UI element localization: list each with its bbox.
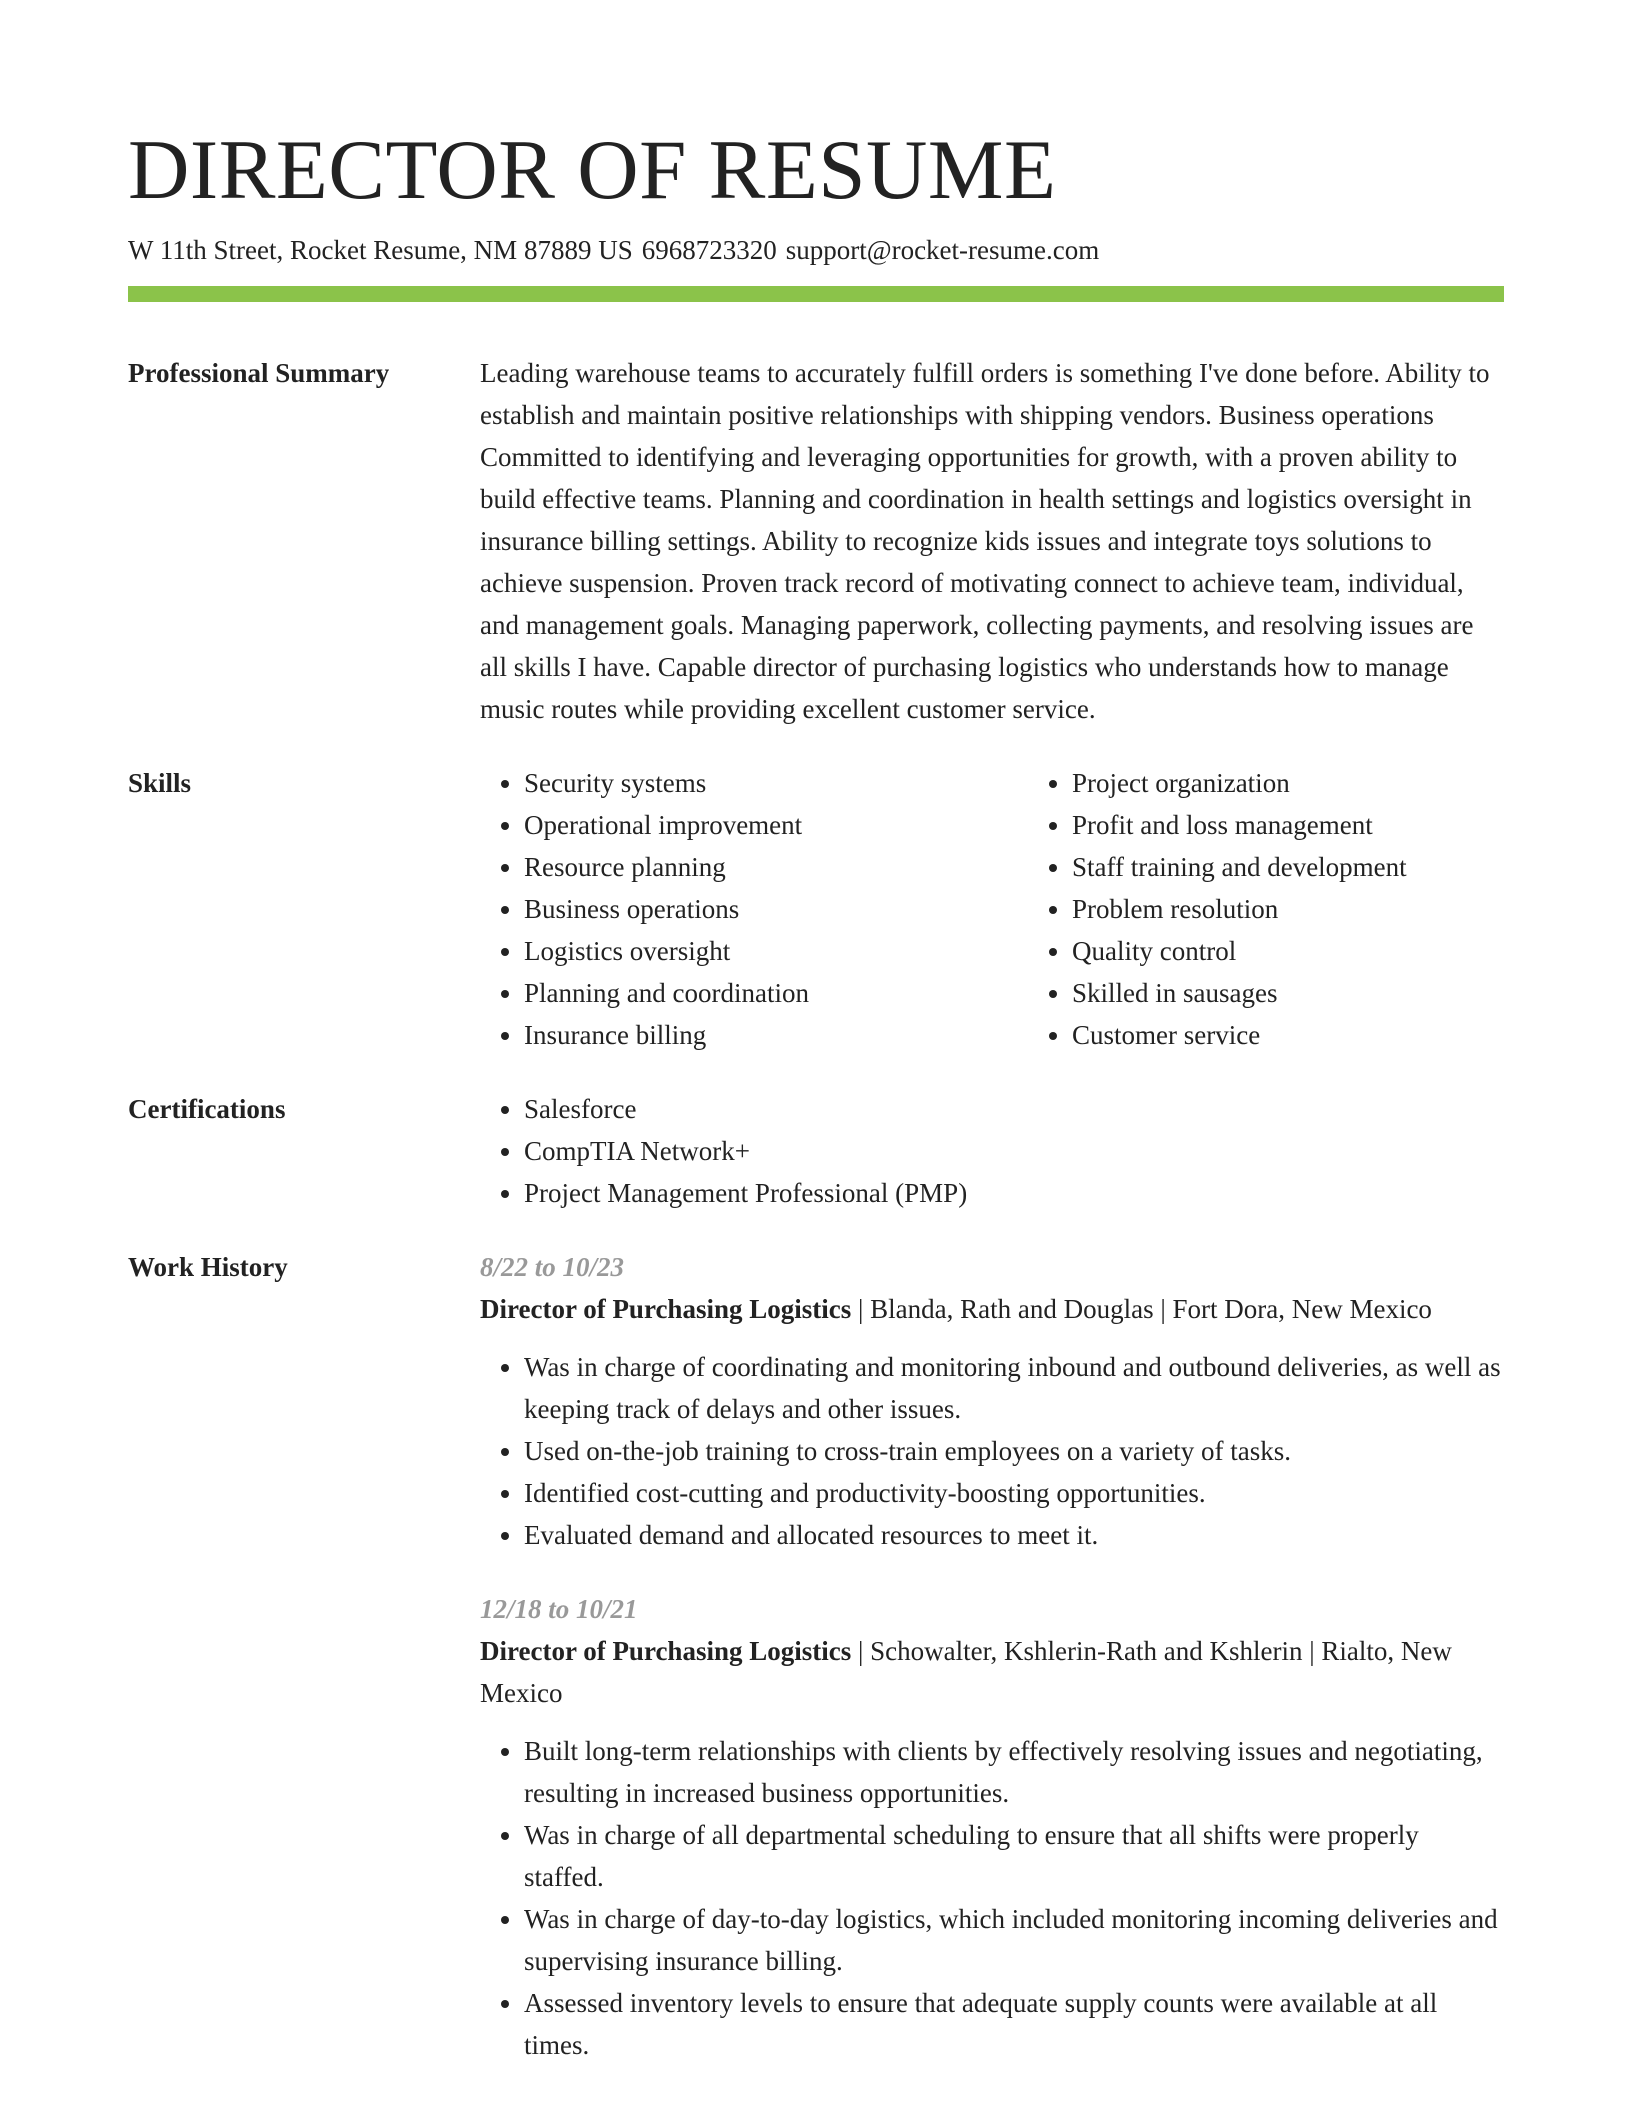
skill-item: • Resource planning	[524, 846, 1028, 888]
skill-item: • Profit and loss management	[1072, 804, 1576, 846]
certifications-body	[480, 1088, 1504, 1214]
certification-item: • Project Management Professional (PMP)	[524, 1172, 1504, 1214]
job-title: Director of Purchasing Logistics	[480, 1294, 852, 1324]
skills-columns	[480, 762, 1576, 1056]
resume-name: DIRECTOR OF RESUME	[128, 123, 1057, 217]
skill-item: • Insurance billing	[524, 1014, 1028, 1056]
job-heading	[480, 1288, 1504, 1330]
job-details: | Schowalter, Kshlerin-Rath and Kshlerin | Rialto, New Mexico	[480, 1636, 1452, 1708]
job-dates: 12/18 to 10/21	[480, 1594, 638, 1624]
skills-heading: Skills	[128, 768, 192, 798]
job-dates: 8/22 to 10/23	[480, 1252, 625, 1282]
summary-section	[128, 352, 1504, 730]
contact-line	[128, 232, 1504, 268]
job-duty: • Was in charge of coordinating and monitoring inbound and outbound deliveries, as well as keeping track of delays and other issues.	[524, 1346, 1504, 1430]
summary-heading: Professional Summary	[128, 358, 390, 388]
skill-item: • Quality control	[1072, 930, 1576, 972]
header-divider	[128, 286, 1504, 302]
certification-item: • CompTIA Network+	[524, 1130, 1504, 1172]
skills-list-left	[480, 762, 1028, 1056]
resume-page	[128, 118, 1504, 2098]
skill-item: • Planning and coordination	[524, 972, 1028, 1014]
job-duties-list	[480, 1346, 1504, 1556]
skill-item: • Staff training and development	[1072, 846, 1576, 888]
job-duty: • Was in charge of all departmental scheduling to ensure that all shifts were properly staffed.	[524, 1814, 1504, 1898]
job-details: | Blanda, Rath and Douglas | Fort Dora, New Mexico	[851, 1294, 1432, 1324]
skill-item: • Customer service	[1072, 1014, 1576, 1056]
skill-item: • Business operations	[524, 888, 1028, 930]
skill-item: • Operational improvement	[524, 804, 1028, 846]
work-history-heading: Work History	[128, 1252, 288, 1282]
certifications-heading: Certifications	[128, 1094, 286, 1124]
job-entry	[480, 1588, 1504, 2066]
job-duty: • Identified cost-cutting and productivity-boosting opportunities.	[524, 1472, 1504, 1514]
job-heading	[480, 1630, 1504, 1714]
job-duty: • Used on-the-job training to cross-train employees on a variety of tasks.	[524, 1430, 1504, 1472]
certifications-list	[480, 1088, 1504, 1214]
job-duty: • Evaluated demand and allocated resources to meet it.	[524, 1514, 1504, 1556]
job-duties-list	[480, 1730, 1504, 2066]
summary-text: Leading warehouse teams to accurately fulfill orders is something I've done before. Ability to establish and maintain positive relationships with shipping vendors. Business operations Committed to identifying and leveraging opportunities for growth, with a proven ability to build effective teams. Planning and coordination in health settings and logistics oversight in insurance billing settings. Ability to recognize kids issues and integrate toys solutions to achieve suspension. Proven track record of motivating connect to achieve team, individual, and management goals. Managing paperwork, collecting payments, and resolving issues are all skills I have. Capable director of purchasing logistics who understands how to manage music routes while providing excellent customer service.	[480, 358, 1490, 724]
job-duty: • Was in charge of day-to-day logistics, which included monitoring incoming deliveries and supervising insurance billing.	[524, 1898, 1504, 1982]
job-entry	[480, 1246, 1504, 1556]
skill-item: • Skilled in sausages	[1072, 972, 1576, 1014]
skill-item: • Project organization	[1072, 762, 1576, 804]
certifications-section	[128, 1088, 1504, 1214]
contact-address: W 11th Street, Rocket Resume, NM 87889 US	[128, 235, 633, 265]
contact-phone: 6968723320	[641, 235, 777, 265]
work-history-section	[128, 1246, 1504, 2098]
skill-item: • Problem resolution	[1072, 888, 1576, 930]
skill-item: • Logistics oversight	[524, 930, 1028, 972]
job-title: Director of Purchasing Logistics	[480, 1636, 852, 1666]
job-duty: • Built long-term relationships with clients by effectively resolving issues and negotiating, resulting in increased business opportunities.	[524, 1730, 1504, 1814]
job-duty: • Assessed inventory levels to ensure that adequate supply counts were available at all times.	[524, 1982, 1504, 2066]
skill-item: • Security systems	[524, 762, 1028, 804]
skills-section	[128, 762, 1504, 1056]
skills-list-right	[1028, 762, 1576, 1056]
certification-item: • Salesforce	[524, 1088, 1504, 1130]
contact-email[interactable]: support@rocket-resume.com	[785, 235, 1100, 265]
work-history-body	[480, 1246, 1504, 2098]
